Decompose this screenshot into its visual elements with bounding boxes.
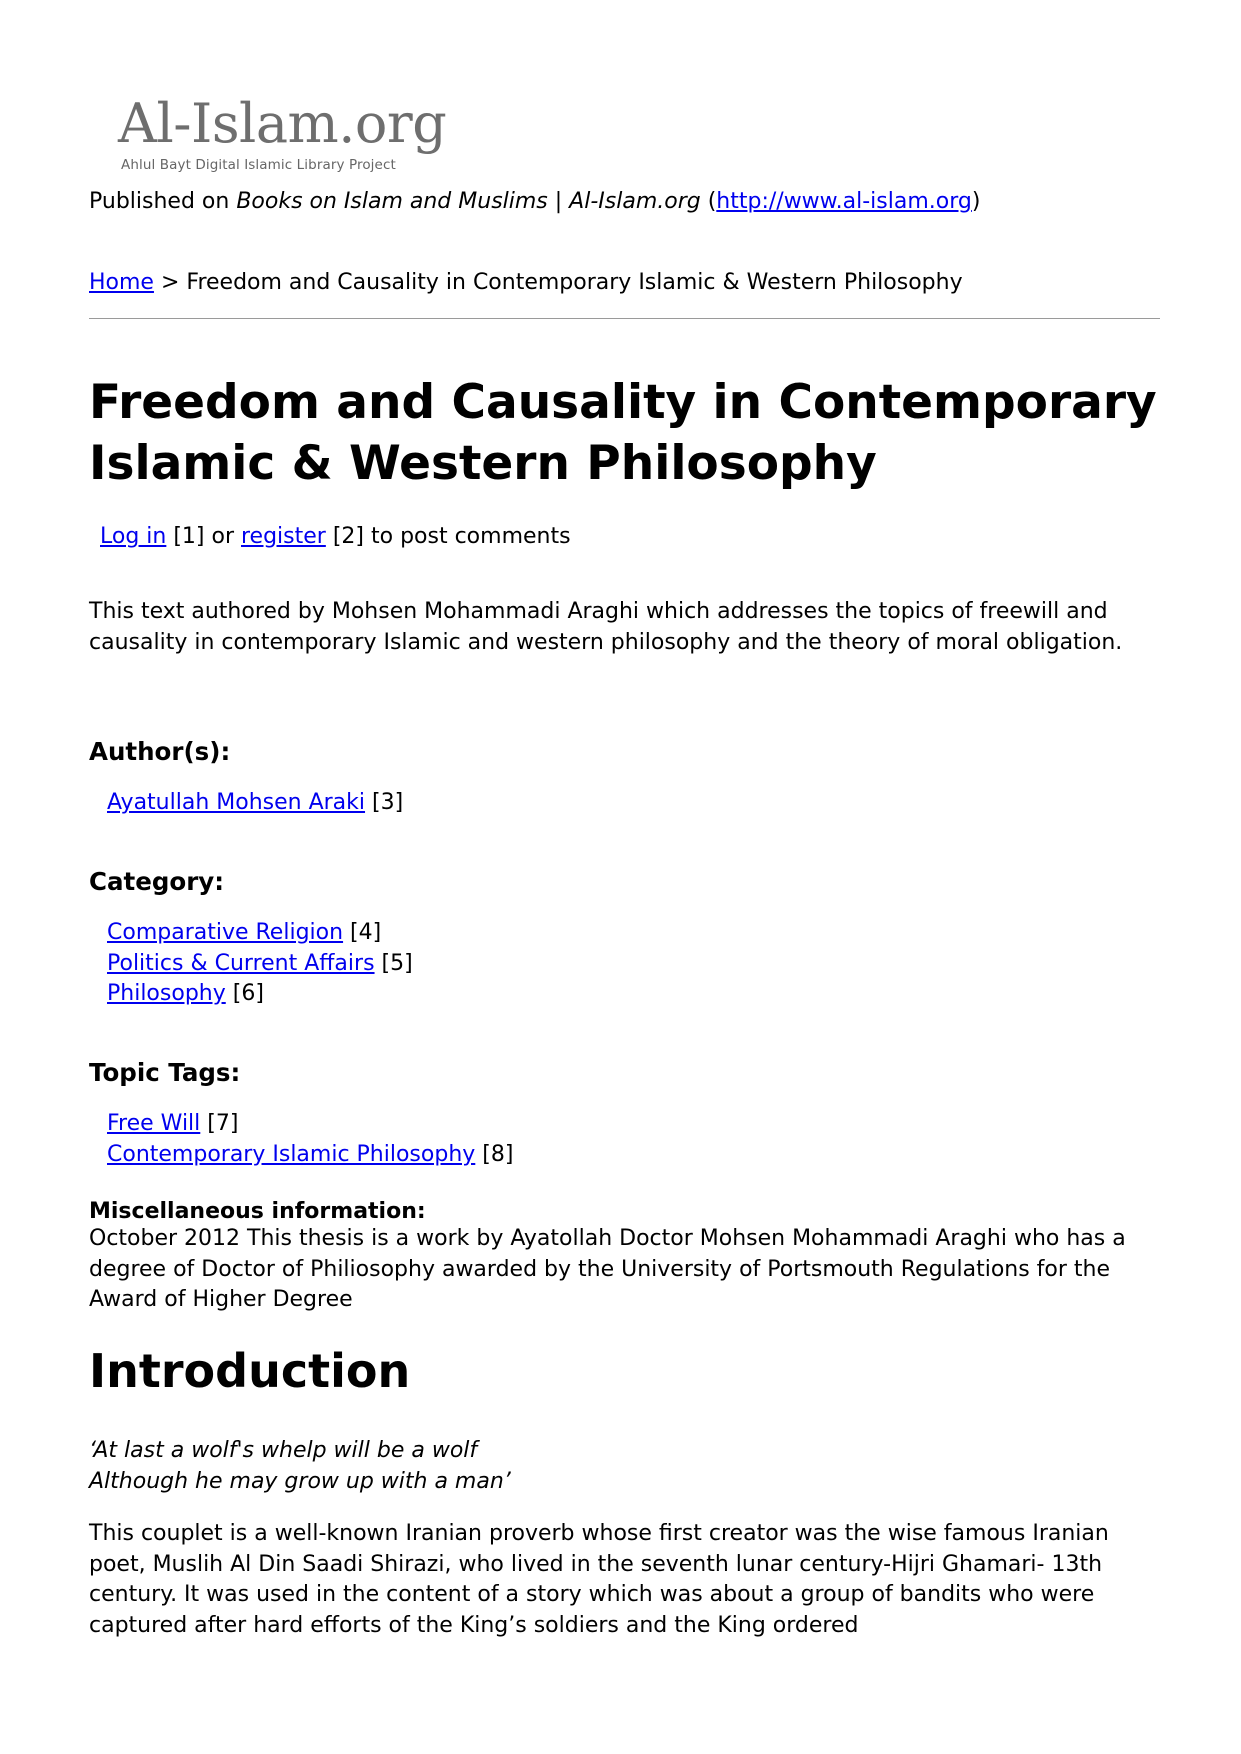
breadcrumb-separator: > <box>153 270 187 295</box>
register-link[interactable]: register <box>241 524 326 549</box>
site-url-link[interactable]: http://www.al-islam.org <box>716 189 972 214</box>
misc-info-text: October 2012 This thesis is a work by Ayatollah Doctor Mohsen Mohammadi Araghi who has a degree of Doctor of Philiosophy awarded by the University of Portsmouth Regulations for the Award of Higher Degree <box>89 1226 1126 1312</box>
list-item <box>107 979 413 1010</box>
page-title: Freedom and Causality in Contemporary Islamic & Western Philosophy <box>89 375 1157 491</box>
category-link-comparative-religion[interactable]: Comparative Religion <box>107 920 344 945</box>
authors-list <box>107 788 403 819</box>
introduction-paragraph: This couplet is a well-known Iranian proverb whose first creator was the wise famous Iranian poet, Muslih Al Din Saadi Shirazi, who lived in the seventh lunar century-Hijri Ghamari- 13th century. It was used in the content of a story which was about a group of bandits who were captured after hard efforts of the King’s soldiers and the King ordered <box>89 1521 1109 1638</box>
published-line <box>89 188 980 216</box>
register-ref: [2] to post comments <box>325 524 571 549</box>
list-item <box>107 1109 513 1140</box>
list-item <box>107 788 403 819</box>
category-link-philosophy[interactable]: Philosophy <box>107 981 226 1006</box>
logo-wordmark: Al-Islam.org <box>118 92 447 155</box>
quote-line-1: ‘At last a wolf's whelp will be a wolf <box>89 1438 478 1463</box>
logo-tagline: Ahlul Bayt Digital Islamic Library Project <box>121 157 396 173</box>
author-link[interactable]: Ayatullah Mohsen Araki <box>107 790 366 815</box>
category-link-politics[interactable]: Politics & Current Affairs <box>107 950 375 976</box>
tag-link-contemporary-islamic-philosophy[interactable]: Contemporary Islamic Philosophy <box>107 1141 476 1167</box>
tag-link-free-will[interactable]: Free Will <box>107 1111 201 1136</box>
breadcrumb-home-link[interactable]: Home <box>89 270 154 295</box>
link-ref: [5] <box>374 950 413 976</box>
comments-login-line <box>100 523 571 551</box>
breadcrumb <box>89 269 963 297</box>
link-ref: [8] <box>475 1141 514 1167</box>
list-item <box>107 1140 513 1171</box>
category-label: Category: <box>89 867 225 896</box>
site-logo[interactable] <box>118 92 478 177</box>
link-ref: [4] <box>343 920 382 945</box>
introduction-heading: Introduction <box>89 1344 411 1398</box>
login-link[interactable]: Log in <box>100 524 167 549</box>
published-open-paren: ( <box>700 189 717 214</box>
list-item <box>107 918 413 949</box>
introduction-quote <box>89 1436 511 1497</box>
published-prefix: Published on <box>89 189 237 214</box>
misc-info-label: Miscellaneous information: <box>89 1199 426 1224</box>
link-ref: [6] <box>225 981 264 1006</box>
topic-tags-list <box>107 1109 513 1170</box>
published-close-paren: ) <box>971 189 981 214</box>
authors-label: Author(s): <box>89 737 231 766</box>
published-site-name: Books on Islam and Muslims | Al-Islam.org <box>236 189 701 214</box>
topic-tags-label: Topic Tags: <box>89 1058 241 1087</box>
breadcrumb-current: Freedom and Causality in Contemporary Islamic & Western Philosophy <box>186 270 963 295</box>
header-divider <box>89 318 1160 319</box>
link-ref: [7] <box>200 1111 239 1136</box>
list-item <box>107 949 413 980</box>
category-list <box>107 918 413 1010</box>
link-ref: [3] <box>365 790 404 815</box>
login-ref: [1] or <box>166 524 241 549</box>
book-summary: This text authored by Mohsen Mohammadi Araghi which addresses the topics of freewill and causality in contemporary Islamic and western philosophy and the theory of moral obligation. <box>89 599 1123 655</box>
quote-line-2: Although he may grow up with a man’ <box>89 1468 511 1494</box>
